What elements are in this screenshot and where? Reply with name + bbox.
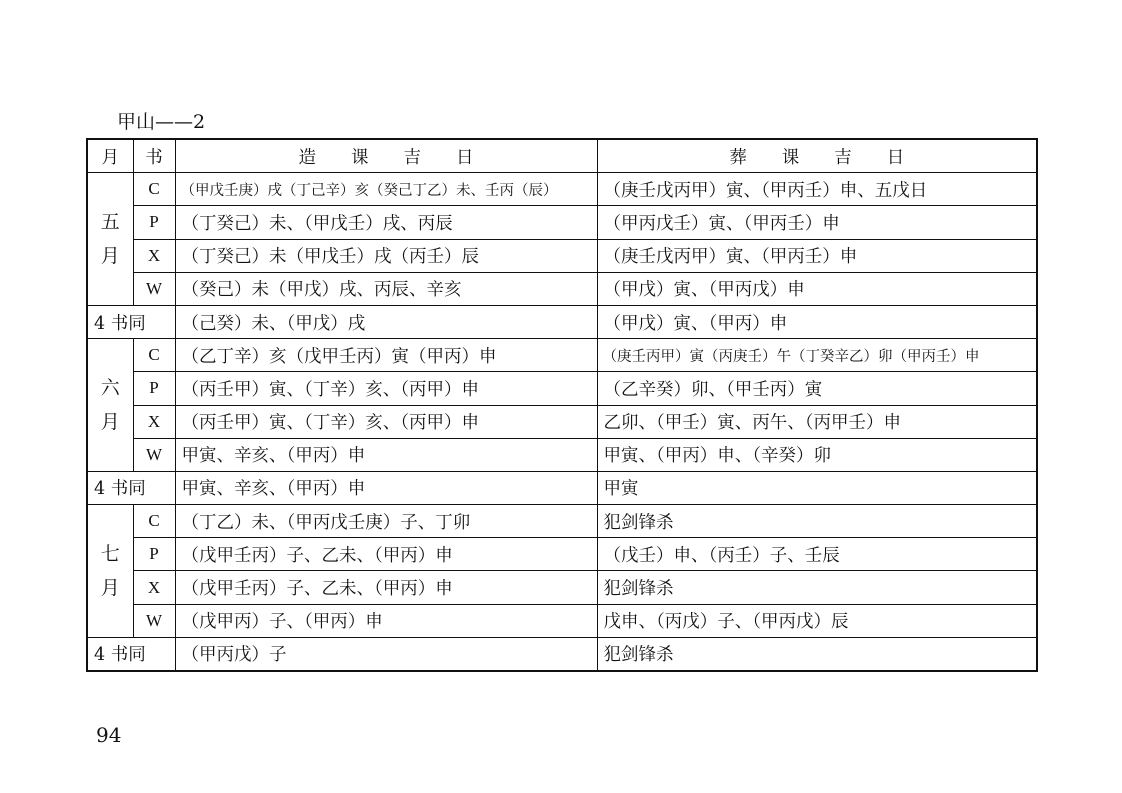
summary-row — [87, 305, 1037, 338]
table-row — [87, 571, 1037, 604]
month-cell — [87, 505, 133, 638]
build-days: （癸己）未（甲戊）戌、丙辰、辛亥 — [175, 272, 597, 305]
book-code: X — [133, 571, 175, 604]
header-row — [87, 139, 1037, 173]
book-code: X — [133, 239, 175, 272]
table-row — [87, 405, 1037, 438]
build-days: （丁癸己）未（甲戊壬）戌（丙壬）辰 — [175, 239, 597, 272]
month-name-bottom: 月 — [100, 411, 120, 433]
burial-days: 乙卯、（甲壬）寅、丙午、（丙甲壬）申 — [597, 405, 1037, 438]
burial-days: （乙辛癸）卯、（甲壬丙）寅 — [597, 372, 1037, 405]
table-row — [87, 538, 1037, 571]
book-code: W — [133, 272, 175, 305]
table-row — [87, 239, 1037, 272]
build-days: （乙丁辛）亥（戊甲壬丙）寅（甲丙）申 — [175, 339, 597, 372]
month-name-bottom: 月 — [100, 245, 120, 268]
build-days: （戊甲丙）子、（甲丙）申 — [175, 604, 597, 637]
build-days: （戊甲壬丙）子、乙未、（甲丙）申 — [175, 571, 597, 604]
same-build-days: （甲丙戊）子 — [175, 637, 597, 671]
burial-days: 犯剑锋杀 — [597, 571, 1037, 604]
table-row — [87, 272, 1037, 305]
table-row — [87, 206, 1037, 239]
table-row — [87, 604, 1037, 637]
summary-row — [87, 637, 1037, 671]
month-name-bottom: 月 — [100, 576, 120, 599]
same-books-label: 4 书同 — [87, 637, 175, 671]
book-code: P — [133, 538, 175, 571]
table-row — [87, 505, 1037, 538]
summary-row — [87, 471, 1037, 504]
header-burial-days: 葬 课 吉 日 — [597, 139, 1037, 173]
build-days: （丁乙）未、（甲丙戊壬庚）子、丁卯 — [175, 505, 597, 538]
book-code: X — [133, 405, 175, 438]
month-cell — [87, 173, 133, 306]
month-name-top: 六 — [100, 377, 120, 399]
book-code: C — [133, 339, 175, 372]
book-code: P — [133, 206, 175, 239]
header-book: 书 — [133, 139, 175, 173]
same-burial-days: 犯剑锋杀 — [597, 637, 1037, 671]
build-days: （戊甲壬丙）子、乙未、（甲丙）申 — [175, 538, 597, 571]
burial-days: （庚壬丙甲）寅（丙庚壬）午（丁癸辛乙）卯（甲丙壬）申 — [597, 339, 1037, 372]
burial-days: （甲戊）寅、（甲丙戊）申 — [597, 272, 1037, 305]
page-number: 94 — [96, 723, 122, 747]
build-days: （甲戊壬庚）戌（丁己辛）亥（癸己丁乙）未、壬丙（辰） — [175, 173, 597, 206]
book-code: W — [133, 604, 175, 637]
burial-days: 甲寅、（甲丙）申、（辛癸）卯 — [597, 438, 1037, 471]
book-code: W — [133, 438, 175, 471]
book-code: C — [133, 173, 175, 206]
build-days: （丙壬甲）寅、（丁辛）亥、（丙甲）申 — [175, 372, 597, 405]
same-build-days: 甲寅、辛亥、（甲丙）申 — [175, 471, 597, 504]
book-code: C — [133, 505, 175, 538]
build-days: （丁癸己）未、（甲戊壬）戌、丙辰 — [175, 206, 597, 239]
same-build-days: （己癸）未、（甲戊）戌 — [175, 305, 597, 338]
table-row — [87, 438, 1037, 471]
header-build-days: 造 课 吉 日 — [175, 139, 597, 173]
burial-days: 戊申、（丙戊）子、（甲丙戊）辰 — [597, 604, 1037, 637]
burial-days: （甲丙戊壬）寅、（甲丙壬）申 — [597, 206, 1037, 239]
auspicious-days-table — [86, 138, 1038, 672]
burial-days: 犯剑锋杀 — [597, 505, 1037, 538]
month-name-top: 五 — [100, 211, 120, 234]
burial-days: （戊壬）申、（丙壬）子、壬辰 — [597, 538, 1037, 571]
month-cell — [87, 339, 133, 472]
burial-days: （庚壬戊丙甲）寅、（甲丙壬）申 — [597, 239, 1037, 272]
table-caption: 甲山——2 — [117, 111, 206, 133]
same-burial-days: （甲戊）寅、（甲丙）申 — [597, 305, 1037, 338]
same-burial-days: 甲寅 — [597, 471, 1037, 504]
same-books-label: 4 书同 — [87, 305, 175, 338]
table-row — [87, 339, 1037, 372]
burial-days: （庚壬戊丙甲）寅、（甲丙壬）申、五戊日 — [597, 173, 1037, 206]
build-days: 甲寅、辛亥、（甲丙）申 — [175, 438, 597, 471]
month-name-top: 七 — [100, 542, 120, 565]
book-code: P — [133, 372, 175, 405]
table-row — [87, 372, 1037, 405]
table-row — [87, 173, 1037, 206]
build-days: （丙壬甲）寅、（丁辛）亥、（丙甲）申 — [175, 405, 597, 438]
header-month: 月 — [87, 139, 133, 173]
same-books-label: 4 书同 — [87, 471, 175, 504]
